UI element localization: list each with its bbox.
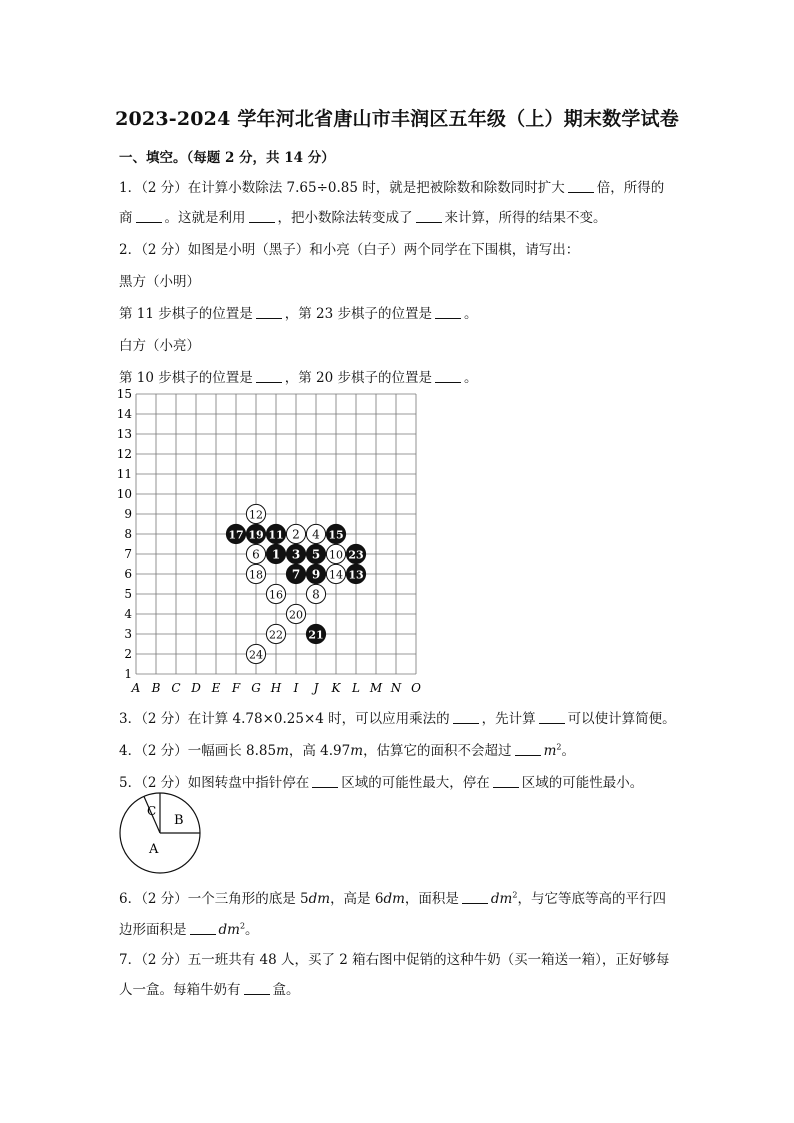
stone-number: 5 [311,547,321,562]
column-label: N [390,681,402,695]
row-label: 11 [116,467,132,481]
column-label: M [369,681,383,695]
row-label: 7 [124,547,132,561]
row-label: 2 [124,647,132,661]
row-label: 3 [124,627,132,641]
answer-blank[interactable] [493,775,519,788]
stone-number: 3 [291,547,301,562]
stone-number: 14 [329,568,343,582]
question-4: 4．（2 分）一幅画长 8.85m，高 4.97m，估算它的面积不会超过 $m^2$。 [119,742,575,759]
column-label: E [211,681,221,695]
stone-number: 24 [249,648,263,662]
answer-blank[interactable] [256,370,282,383]
question-2-stem: 2．（2 分）如图是小明（黑子）和小亮（白子）两个同学在下围棋，请写出： [119,242,580,258]
stone-number: 15 [328,528,344,542]
answer-blank[interactable] [539,711,565,724]
row-label: 6 [124,567,132,581]
stone-number: 8 [312,587,320,602]
stone-number: 2 [292,527,300,542]
stone-number: 21 [308,628,324,642]
answer-blank[interactable] [190,922,216,935]
row-label: 1 [124,667,132,681]
row-label: 13 [116,427,132,441]
row-label: 4 [124,607,132,621]
question-1-line-2: 商 。这就是利用 ，把小数除法转变成了 来计算，所得的结果不变。 [119,210,607,226]
stone-number: 18 [249,568,263,582]
stone-number: 1 [271,547,281,562]
stone-number: 12 [249,508,263,522]
answer-blank[interactable] [435,306,461,319]
stone-number: 10 [329,548,343,562]
answer-blank[interactable] [462,891,488,904]
stone-number: 9 [311,567,321,582]
question-7-line-2: 人一盒。每箱牛奶有 盒。 [119,982,300,998]
row-label: 15 [116,388,132,401]
row-label: 12 [116,447,132,461]
stone-number: 4 [312,527,320,542]
exam-title: 2023-2024 学年河北省唐山市丰润区五年级（上）期末数学试卷 [115,108,679,130]
answer-blank[interactable] [435,370,461,383]
go-board-figure [110,388,430,698]
answer-blank[interactable] [249,210,275,223]
question-5: 5．（2 分）如图转盘中指针停在 区域的可能性最大，停在 区域的可能性最小。 [119,775,644,791]
stone-number: 6 [252,547,260,562]
question-1-line-1: 1．（2 分）在计算小数除法 7.65÷0.85 时，就是把被除数和除数同时扩大 倍，所得的 [119,180,665,196]
white-side-question: 第 10 步棋子的位置是 ，第 20 步棋子的位置是 。 [119,370,478,386]
question-3: 3．（2 分）在计算 4.78×0.25×4 时，可以应用乘法的 ，先计算 可以使计算简便。 [119,711,676,727]
answer-blank[interactable] [256,306,282,319]
answer-blank[interactable] [515,743,541,756]
stone-number: 13 [348,568,364,582]
row-label: 8 [124,527,132,541]
column-label: B [151,681,161,695]
row-label: 9 [124,507,132,521]
stone-number: 17 [228,528,244,542]
sector-a-label: A [149,842,159,857]
column-label: H [270,681,282,695]
column-label: L [352,681,360,695]
column-label: O [411,681,421,695]
column-label: I [293,681,299,695]
stone-number: 11 [268,528,284,542]
black-side-question: 第 11 步棋子的位置是 ，第 23 步棋子的位置是 。 [119,306,478,322]
answer-blank[interactable] [312,775,338,788]
column-label: D [191,681,201,695]
question-6-line-2: 边形面积是 $dm^2$。 [119,921,259,938]
sector-c-label: C [147,804,157,818]
question-7-line-1: 7．（2 分）五一班共有 48 人，买了 2 箱右图中促销的这种牛奶（买一箱送一箱），正好够每 [119,952,670,968]
row-label: 14 [116,407,132,421]
column-label: C [171,681,181,695]
answer-blank[interactable] [136,210,162,223]
row-label: 5 [124,587,132,601]
column-label: K [331,681,341,695]
answer-blank[interactable] [416,210,442,223]
column-label: A [131,681,141,695]
question-6-line-1: 6．（2 分）一个三角形的底是 5dm，高是 6dm，面积是 $dm^2$，与它等底等高的平行四 [119,890,666,907]
column-label: G [251,681,261,695]
stone-number: 19 [248,528,264,542]
stone-number: 20 [289,608,303,622]
answer-blank[interactable] [568,180,594,193]
white-side-title: 白方（小亮） [119,338,200,354]
answer-blank[interactable] [453,711,479,724]
sector-b-label: B [174,813,184,828]
black-side-title: 黑方（小明） [119,274,200,290]
section-heading: 一、填空。（每题 2 分，共 14 分） [119,150,335,166]
stone-number: 7 [291,567,301,582]
stone-number: 23 [348,548,364,562]
stone-number: 16 [269,588,283,602]
stone-number: 22 [269,628,283,642]
column-label: J [313,681,319,695]
column-label: F [231,681,241,695]
spinner-figure [118,791,208,875]
row-label: 10 [116,487,132,501]
answer-blank[interactable] [244,982,270,995]
